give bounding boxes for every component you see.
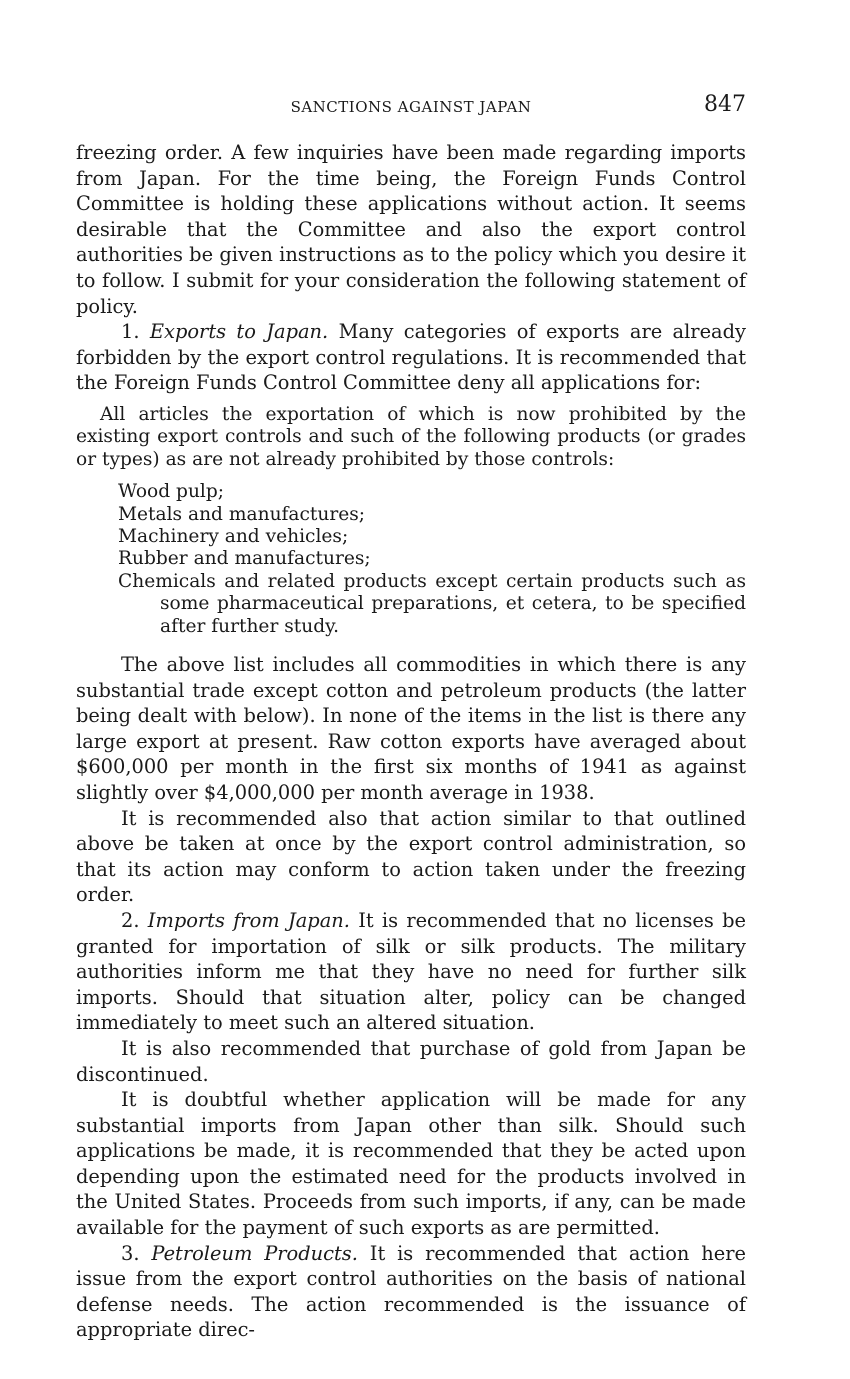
page-header: [76, 92, 746, 122]
section-heading-imports: Imports from Japan.: [147, 908, 350, 932]
page-body: [76, 140, 746, 1343]
list-item: Chemicals and related products except certain products such as some pharmaceutical preparations, et cetera, to be specified after further study.: [118, 570, 746, 637]
paragraph-continuation: freezing order. A few inquiries have been made regarding imports from Japan. For the time being, the Foreign Funds Control Committee is holding these applications without action. It seems desirable that the Committee and also the export control authorities be given instructions as to the policy which you desire it to follow. I submit for your consideration the following statement of policy.: [76, 141, 746, 318]
paragraph-export-control: It is recommended also that action similar to that outlined above be taken at once by the export control administration, so that its action may conform to action taken under the freezing order.: [76, 806, 746, 907]
paragraph-exports: [76, 319, 746, 396]
section-number: 3.: [121, 1241, 140, 1265]
paragraph-petroleum: [76, 1241, 746, 1343]
paragraph-commodities: The above list includes all commodities in which there is any substantial trade except cotton and petroleum products (the latter being dealt with below). In none of the items in the list is there any large export at present. Raw cotton exports have averaged about $600,000 per month in the first six months of 1941 as against slightly over $4,000,000 per month average in 1938.: [76, 653, 746, 804]
paragraph-text: It is recommended that no licenses be granted for importation of silk or silk products. The military authorities inform me that they have no need for further silk imports. Should that situation alter, policy can be changed immediately to meet such an altered situation.: [76, 908, 746, 1035]
list-item: Machinery and vehicles;: [118, 525, 349, 547]
list-item: Wood pulp;: [118, 481, 225, 503]
product-list: [76, 481, 746, 638]
paragraph-gold: It is also recommended that purchase of gold from Japan be discontinued.: [76, 1036, 746, 1086]
section-heading-petroleum: Petroleum Products.: [151, 1241, 358, 1265]
list-item: Metals and manufactures;: [118, 503, 366, 525]
block-quote: All articles the exportation of which is now prohibited by the existing export controls and such of the following products (or grades or types) as are not already prohibited by those controls:: [76, 403, 746, 470]
list-item: Rubber and manufactures;: [118, 548, 371, 570]
running-head: SANCTIONS AGAINST JAPAN: [290, 98, 532, 116]
paragraph-other-imports: It is doubtful whether application will be made for any substantial imports from Japan other than silk. Should such applications be made, it is recommended that they be acted upon depending upon the estimated need for the products involved in the United States. Proceeds from such imports, if any, can be made available for the payment of such exports as are permitted.: [76, 1088, 746, 1240]
paragraph-text: It is recommended that action here issue from the export control authorities on the basis of national defense needs. The action recommended is the issuance of appropriate direc-: [76, 1241, 747, 1342]
section-heading-exports: Exports to Japan.: [149, 320, 329, 344]
section-number: 1.: [121, 320, 140, 344]
paragraph-text: Many categories of exports are already forbidden by the export control regulations. It is recommended that the Foreign Funds Control Committee deny all applications for:: [76, 320, 746, 395]
page-number: 847: [704, 92, 746, 117]
paragraph-imports: [76, 908, 746, 1036]
section-number: 2.: [121, 908, 140, 932]
